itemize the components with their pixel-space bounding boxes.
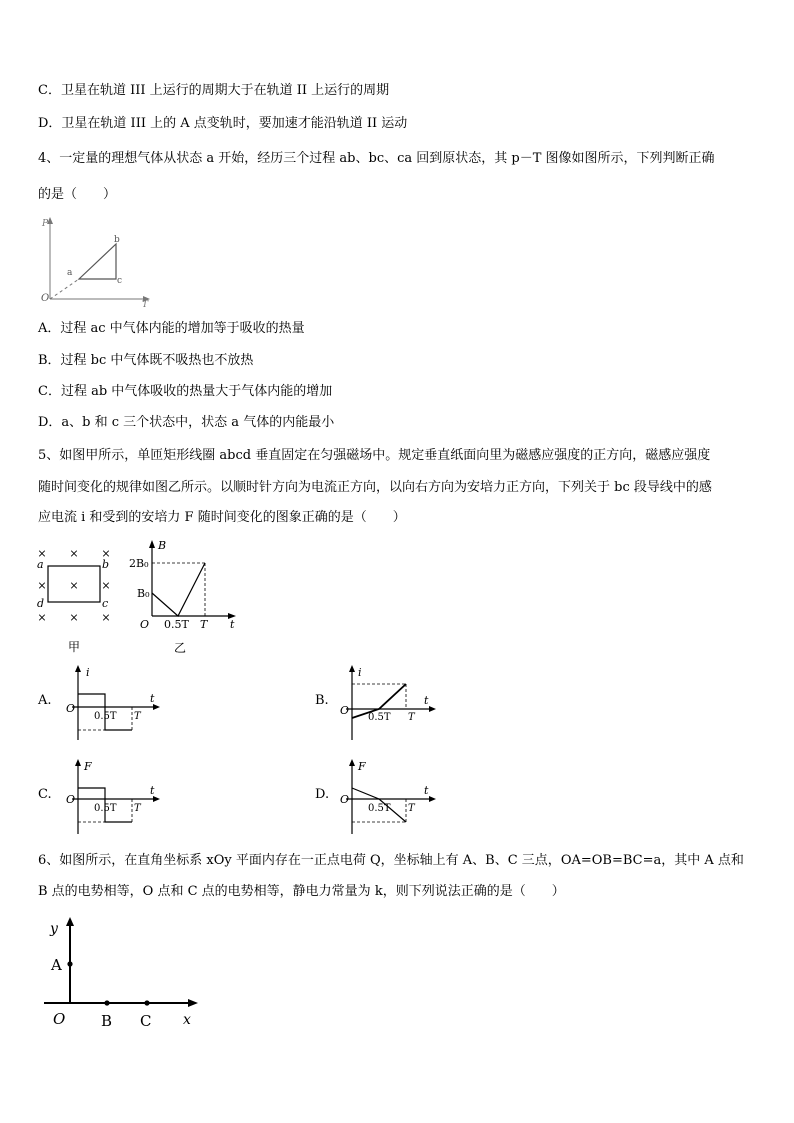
svg-text:0.5T: 0.5T [94, 803, 117, 814]
q4-origin-label: O [41, 293, 50, 304]
field-cross: × [101, 547, 111, 560]
q6-point-c [144, 1000, 149, 1005]
q4-y-label: P [42, 219, 49, 229]
choice-a-graph [64, 662, 164, 744]
svg-text:t: t [150, 784, 155, 797]
svg-text:t: t [150, 692, 155, 705]
q6-label-a: A [51, 956, 62, 974]
corner-a: a [37, 558, 44, 571]
svg-text:T: T [408, 712, 415, 723]
q6-y-label: y [50, 921, 58, 937]
svg-text:t: t [424, 784, 429, 797]
svg-text:0.5T: 0.5T [368, 712, 391, 723]
choice-b-label: B. [315, 693, 329, 708]
option-a-q4: A．过程 ac 中气体内能的增加等于吸收的热量 [38, 321, 305, 336]
svg-text:O: O [340, 793, 350, 806]
yi-tick-2b0: 2B₀ [129, 557, 149, 570]
q6-label-b: B [101, 1012, 113, 1030]
svg-text:i: i [358, 666, 362, 679]
svg-text:T: T [134, 803, 141, 814]
option-c-q4: C．过程 ab 中气体吸收的热量大于气体内能的增加 [38, 384, 333, 399]
option-d-q3: D．卫星在轨道 III 上的 A 点变轨时，要加速才能沿轨道 II 运动 [38, 116, 408, 131]
choice-a-label: A. [38, 693, 52, 708]
q4-point-a: a [67, 268, 73, 278]
fig-jia-caption: 甲 [67, 640, 81, 654]
q6-point-b [104, 1000, 109, 1005]
field-cross: × [37, 579, 47, 592]
choice-c-graph [64, 756, 164, 838]
field-cross: × [69, 579, 79, 592]
q6-stem-line1: 6、如图所示，在直角坐标系 xOy 平面内存在一正点电荷 Q，坐标轴上有 A、B、C 三点，OA=OB=BC=a，其中 A 点和 [38, 853, 744, 868]
yi-y-label: B [158, 539, 167, 552]
q5-stem-line3: 应电流 i 和受到的安培力 F 随时间变化的图象正确的是（ ） [38, 510, 406, 525]
field-cross: × [69, 547, 79, 560]
svg-text:O: O [340, 704, 350, 717]
yi-tick-halfT: 0.5T [164, 618, 189, 631]
field-cross: × [101, 611, 111, 624]
option-d-q4: D．a、b 和 c 三个状态中，状态 a 气体的内能最小 [38, 415, 335, 430]
field-cross: × [37, 547, 47, 560]
svg-text:T: T [408, 803, 415, 814]
q4-stem-line1: 4、一定量的理想气体从状态 a 开始，经历三个过程 ab、bc、ca 回到原状态，其 p－T 图像如图所示，下列判断正确 [38, 151, 715, 166]
q6-x-label: x [183, 1012, 191, 1028]
svg-text:i: i [86, 666, 90, 679]
svg-text:F: F [358, 760, 366, 773]
choice-b-graph [338, 662, 443, 744]
field-cross: × [101, 579, 111, 592]
corner-b: b [102, 558, 110, 571]
fig-yi-caption: 乙 [173, 641, 187, 655]
q5-stem-line2: 随时间变化的规律如图乙所示。以顺时针方向为电流正方向，以向右方向为安培力正方向，下列关于 bc 段导线中的感 [38, 480, 712, 495]
svg-text:O: O [66, 702, 76, 715]
svg-text:T: T [134, 711, 141, 722]
yi-tick-b0: B₀ [137, 587, 150, 600]
svg-text:0.5T: 0.5T [94, 711, 117, 722]
yi-tick-T: T [200, 618, 208, 631]
q4-triangle-abc [79, 244, 116, 279]
q5-stem-line1: 5、如图甲所示，单匝矩形线圈 abcd 垂直固定在匀强磁场中。规定垂直纸面向里为磁感应强度的正方向，磁感应强度 [38, 448, 711, 463]
choice-d-graph [338, 756, 443, 838]
q5-fig-jia [34, 544, 120, 656]
yi-x-label: t [230, 618, 235, 631]
q6-coordinate-figure [44, 914, 204, 1032]
q4-point-b: b [114, 235, 120, 245]
yi-origin-label: O [140, 618, 150, 631]
svg-text:0.5T: 0.5T [368, 803, 391, 814]
option-b-q4: B．过程 bc 中气体既不吸热也不放热 [38, 353, 254, 368]
q6-point-a [67, 961, 72, 966]
yi-b-curve [152, 563, 205, 616]
svg-text:O: O [66, 793, 76, 806]
q5-fig-yi [128, 536, 240, 658]
q4-dashed-extension [50, 279, 79, 299]
q6-stem-line2: B 点的电势相等，O 点和 C 点的电势相等，静电力常量为 k，则下列说法正确的是（ ） [38, 884, 565, 899]
q4-x-label: T [142, 300, 149, 310]
svg-text:t: t [424, 694, 429, 707]
choice-c-label: C. [38, 787, 52, 802]
q6-origin-label: O [53, 1010, 66, 1028]
field-cross: × [69, 611, 79, 624]
option-c-q3: C．卫星在轨道 III 上运行的周期大于在轨道 II 上运行的周期 [38, 83, 390, 98]
q4-stem-line2: 的是（ ） [38, 187, 117, 202]
q6-label-c: C [140, 1012, 152, 1030]
corner-d: d [37, 597, 45, 610]
choice-d-label: D. [315, 787, 330, 802]
svg-text:F: F [84, 760, 92, 773]
field-cross: × [37, 611, 47, 624]
q4-pt-graph [36, 215, 156, 310]
corner-c: c [102, 597, 109, 610]
q4-point-c: c [117, 276, 123, 286]
